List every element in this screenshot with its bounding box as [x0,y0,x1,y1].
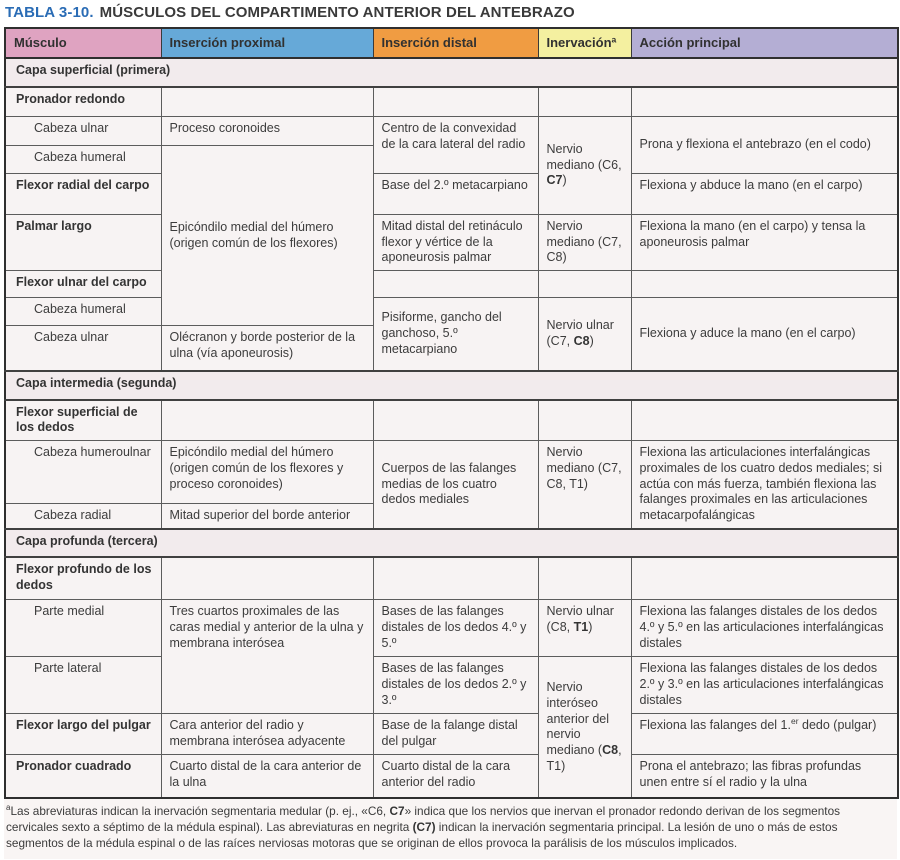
cell-muscle-flexor-superficial: Flexor superficial de los dedos [5,400,161,441]
empty-cell [373,87,538,116]
col-header-musculo: Músculo [5,28,161,58]
cell-muscle-palmar-largo: Palmar largo [5,214,161,270]
empty-cell [631,400,898,441]
table-row [5,271,898,298]
table-number: TABLA 3-10. [5,4,94,21]
table-row [5,116,898,145]
section-band-superficial [5,58,898,87]
cell-proximal-cara-anterior-radio: Cara anterior del radio y membrana interósea adyacente [161,714,373,755]
section-band-intermedia [5,371,898,400]
table-row [5,714,898,755]
col-header-insercion-proximal: Inserción proximal [161,28,373,58]
cell-muscle-cabeza-ulnar-2: Cabeza ulnar [5,326,161,371]
cell-muscle-cabeza-humeral: Cabeza humeral [5,145,161,173]
cell-muscle-pronador-cuadrado: Pronador cuadrado [5,754,161,798]
table-row [5,298,898,326]
cell-action-falanges-45: Flexiona las falanges distales de los dedos 4.º y 5.º en las articulaciones interfalángicas distales [631,600,898,657]
cell-muscle-cabeza-humeral-2: Cabeza humeral [5,298,161,326]
section-heading-profunda: Capa profunda (tercera) [5,529,898,557]
cell-proximal-proceso-coronoides: Proceso coronoides [161,116,373,145]
cell-action-falanges-pulgar: Flexiona las falanges del 1.$^{er}$ dedo (pulgar) [631,714,898,755]
empty-cell [161,557,373,600]
footnote-marker: a [6,803,11,813]
empty-cell [631,271,898,298]
empty-cell [631,87,898,116]
section-heading-superficial: Capa superficial (primera) [5,58,898,87]
cell-distal-bases-45: Bases de las falanges distales de los dedos 4.º y 5.º [373,600,538,657]
empty-cell [373,557,538,600]
table-row [5,173,898,214]
empty-cell [161,87,373,116]
cell-muscle-flexor-radial-del-carpo: Flexor radial del carpo [5,173,161,214]
table-row [5,87,898,116]
empty-cell [538,400,631,441]
cell-distal-cuarto-distal-radio: Cuarto distal de la cara anterior del radio [373,754,538,798]
cell-proximal-tres-cuartos: Tres cuartos proximales de las caras medial y anterior de la ulna y membrana interósea [161,600,373,714]
footnote: $^a$Las abreviaturas indican la inervación segmentaria medular (p. ej., «C6, C7» indica que los nervios que inervan el pronador redondo derivan de los segmentos cervicales sexto a séptimo de la médula espinal). Las abreviaturas en negrita (C7) indican la inervación segmentaria principal. La lesión de uno o más de estos segmentos de la médula espinal o de las raíces nerviosas motoras que se originan de ellos provoca la parálisis de los músculos implicados. [4,799,897,859]
cell-proximal-mitad-superior: Mitad superior del borde anterior [161,504,373,529]
cell-distal-cuerpos-falanges: Cuerpos de las falanges medias de los cuatro dedos mediales [373,441,538,529]
muscles-table [4,27,899,799]
cell-innervation-ulnar-c8t1: Nervio ulnar (C8, T1) [538,600,631,657]
empty-cell [161,400,373,441]
cell-action-interfalangicas: Flexiona las articulaciones interfalángicas proximales de los cuatro dedos mediales; si actúa con más fuerza, también flexiona las falanges proximales en las articulaciones metacarpofalángicas [631,441,898,529]
cell-innervation-ulnar-c7c8: Nervio ulnar (C7, C8) [538,298,631,371]
table-row [5,754,898,798]
table-row [5,400,898,441]
cell-action-prona-flexiona: Prona y flexiona el antebrazo (en el codo) [631,116,898,173]
cell-action-prona-antebrazo: Prona el antebrazo; las fibras profundas unen entre sí el radio y la ulna [631,754,898,798]
col-header-inervacion: Inervaciónª [538,28,631,58]
cell-action-flexiona-aduce: Flexiona y aduce la mano (en el carpo) [631,298,898,371]
cell-muscle-pronador-redondo: Pronador redondo [5,87,161,116]
cell-muscle-cabeza-radial: Cabeza radial [5,504,161,529]
table-row [5,441,898,504]
empty-cell [631,557,898,600]
table-title [4,2,897,27]
cell-proximal-olecranon: Olécranon y borde posterior de la ulna (vía aponeurosis) [161,326,373,371]
cell-innervation-mediano-c7c8t1: Nervio mediano (C7, C8, T1) [538,441,631,529]
ordinal-superscript: er [790,716,799,727]
cell-innervation-mediano-c6c7: Nervio mediano (C6, C7) [538,116,631,214]
cell-action-flexiona-abduce: Flexiona y abduce la mano (en el carpo) [631,173,898,214]
col-header-insercion-distal: Inserción distal [373,28,538,58]
table-title-text: MÚSCULOS DEL COMPARTIMENTO ANTERIOR DEL ANTEBRAZO [99,4,575,21]
table-row [5,214,898,270]
section-heading-intermedia: Capa intermedia (segunda) [5,371,898,400]
cell-muscle-cabeza-humeroulnar: Cabeza humeroulnar [5,441,161,504]
empty-cell [538,271,631,298]
cell-distal-pisiforme: Pisiforme, gancho del ganchoso, 5.º metacarpiano [373,298,538,371]
table-row [5,557,898,600]
cell-proximal-cuarto-distal-ulna: Cuarto distal de la cara anterior de la ulna [161,754,373,798]
cell-distal-bases-23: Bases de las falanges distales de los dedos 2.º y 3.º [373,657,538,714]
empty-cell [373,400,538,441]
cell-action-falanges-23: Flexiona las falanges distales de los dedos 2.º y 3.º en las articulaciones interfalángicas distales [631,657,898,714]
cell-proximal-epicondilo-flexores: Epicóndilo medial del húmero (origen común de los flexores) [161,145,373,325]
cell-muscle-cabeza-ulnar: Cabeza ulnar [5,116,161,145]
header-row [5,28,898,58]
empty-cell [538,557,631,600]
empty-cell [538,87,631,116]
col-header-accion-principal: Acción principal [631,28,898,58]
table-row [5,600,898,657]
table-row [5,657,898,714]
cell-distal-base-falange-pulgar: Base de la falange distal del pulgar [373,714,538,755]
cell-distal-centro-convexidad: Centro de la convexidad de la cara lateral del radio [373,116,538,173]
cell-muscle-parte-medial: Parte medial [5,600,161,657]
section-band-profunda [5,529,898,557]
empty-cell [373,271,538,298]
cell-muscle-flexor-profundo: Flexor profundo de los dedos [5,557,161,600]
cell-action-flexiona-tensa: Flexiona la mano (en el carpo) y tensa la aponeurosis palmar [631,214,898,270]
cell-muscle-flexor-ulnar-del-carpo: Flexor ulnar del carpo [5,271,161,298]
cell-muscle-parte-lateral: Parte lateral [5,657,161,714]
cell-muscle-flexor-largo-pulgar: Flexor largo del pulgar [5,714,161,755]
cell-distal-retinaculo: Mitad distal del retináculo flexor y vértice de la aponeurosis palmar [373,214,538,270]
cell-proximal-epicondilo-coronoides: Epicóndilo medial del húmero (origen común de los flexores y proceso coronoides) [161,441,373,504]
cell-distal-base-2-metacarpiano: Base del 2.º metacarpiano [373,173,538,214]
cell-innervation-interoseo: Nervio interóseo anterior del nervio mediano (C8, T1) [538,657,631,799]
cell-innervation-mediano-c7c8: Nervio mediano (C7, C8) [538,214,631,270]
